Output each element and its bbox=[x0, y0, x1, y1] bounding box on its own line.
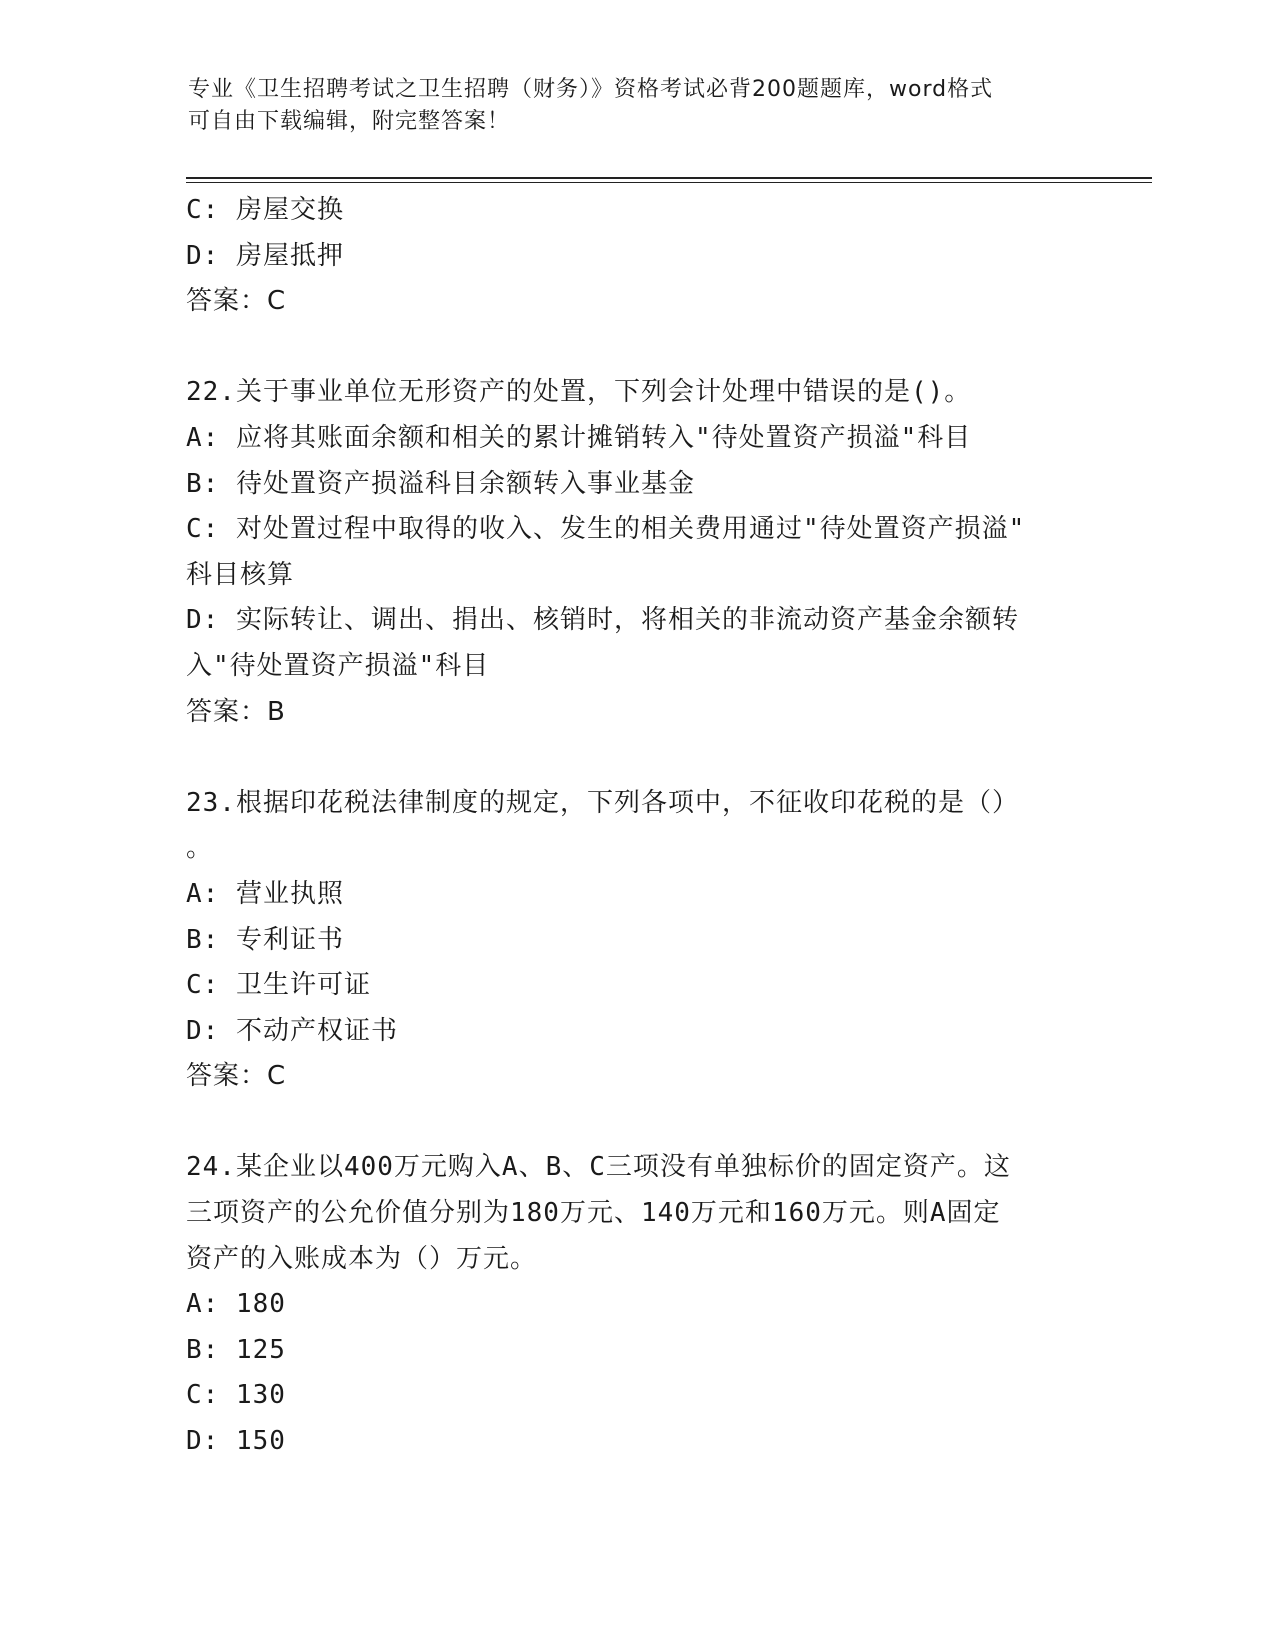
page-header bbox=[188, 74, 1068, 138]
prev-option-d: D: 房屋抵押 bbox=[186, 240, 344, 271]
q23-stem-cont: 。 bbox=[186, 833, 214, 864]
q23-option-c: C: 卫生许可证 bbox=[186, 970, 371, 1001]
header-title-line-1: 专业《卫生招聘考试之卫生招聘（财务）》资格考试必背200题题库，word格式 bbox=[188, 77, 994, 102]
q24-stem-cont-2: 资产的入账成本为（）万元。 bbox=[186, 1243, 538, 1274]
spacer bbox=[186, 325, 1076, 371]
q22-option-a: A: 应将其账面余额和相关的累计摊销转入"待处置资产损溢"科目 bbox=[186, 422, 972, 453]
q24-option-c: C: 130 bbox=[186, 1380, 286, 1411]
q24-option-a: A: 180 bbox=[186, 1289, 286, 1320]
q24-option-b: B: 125 bbox=[186, 1334, 286, 1365]
spacer bbox=[186, 735, 1076, 781]
q23-answer: 答案：C bbox=[186, 1061, 287, 1092]
spacer bbox=[186, 1100, 1076, 1146]
question-content bbox=[186, 188, 1076, 1465]
q22-option-c-cont: 科目核算 bbox=[186, 559, 295, 590]
header-divider-thin bbox=[186, 182, 1152, 183]
q22-answer: 答案：B bbox=[186, 696, 286, 727]
q23-option-d: D: 不动产权证书 bbox=[186, 1015, 398, 1046]
header-title-line-2: 可自由下载编辑，附完整答案！ bbox=[188, 109, 511, 134]
q22-option-c: C: 对处置过程中取得的收入、发生的相关费用通过"待处置资产损溢" bbox=[186, 514, 1026, 545]
q22-option-b: B: 待处置资产损溢科目余额转入事业基金 bbox=[186, 468, 695, 499]
header-divider bbox=[186, 177, 1152, 179]
prev-option-c: C: 房屋交换 bbox=[186, 195, 344, 225]
q24-option-d: D: 150 bbox=[186, 1426, 286, 1457]
q24-stem-cont-1: 三项资产的公允价值分别为180万元、140万元和160万元。则A固定 bbox=[186, 1198, 1001, 1229]
q23-stem: 23.根据印花税法律制度的规定，下列各项中，不征收印花税的是（） bbox=[186, 787, 1019, 818]
q22-option-d-cont: 入"待处置资产损溢"科目 bbox=[186, 650, 490, 681]
q23-option-a: A: 营业执照 bbox=[186, 878, 344, 909]
q24-stem: 24.某企业以400万元购入A、B、C三项没有单独标价的固定资产。这 bbox=[186, 1152, 1011, 1183]
q22-stem: 22.关于事业单位无形资产的处置，下列会计处理中错误的是()。 bbox=[186, 377, 972, 408]
prev-answer: 答案：C bbox=[186, 286, 287, 317]
q22-option-d: D: 实际转让、调出、捐出、核销时，将相关的非流动资产基金余额转 bbox=[186, 605, 1019, 636]
q23-option-b: B: 专利证书 bbox=[186, 924, 344, 955]
